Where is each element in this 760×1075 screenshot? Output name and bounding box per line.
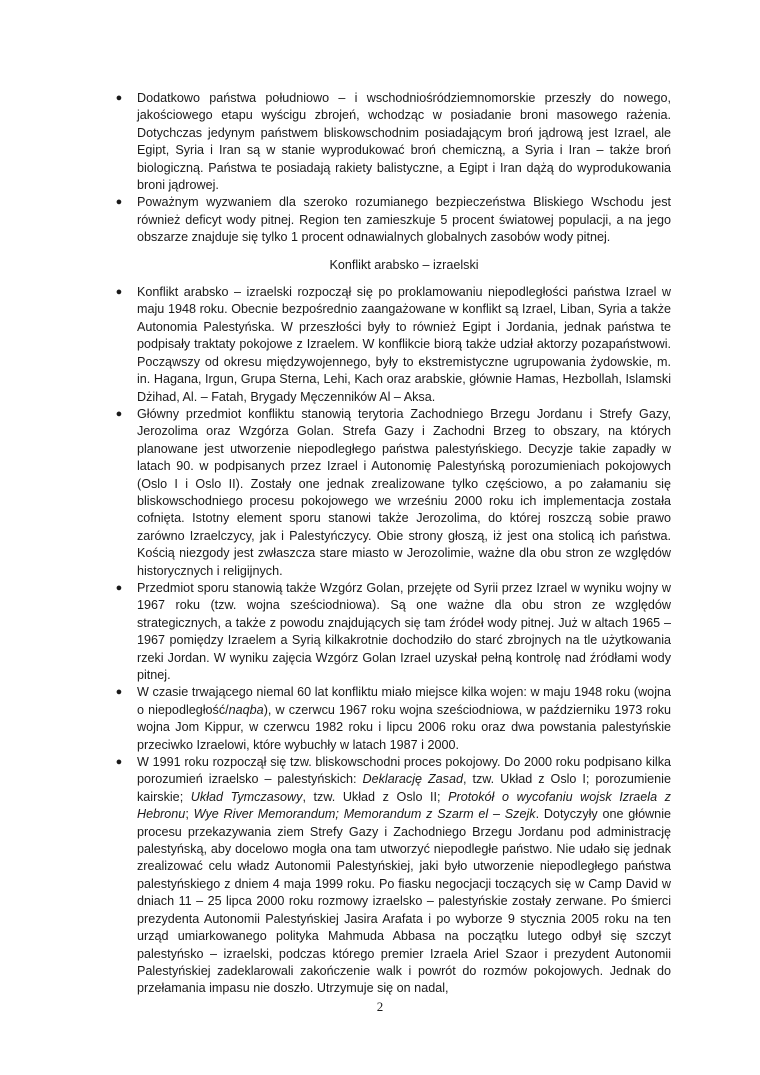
text-run: ), w czerwcu 1967 roku wojna sześciodniowa, w październiku 1973 roku wojna Jom Kippur, w czerwcu 1982 roku i lipcu 2006 roku oraz dwa powstania palestyńskie przeciwko Izraelowi, które wybuchły w latach 1987 i 2000.: [137, 702, 671, 752]
bullet-text: [137, 755, 671, 995]
bullet-icon: ●: [115, 286, 123, 299]
list-item: [115, 90, 671, 194]
list-item: [115, 580, 671, 684]
bullet-icon: ●: [115, 581, 123, 594]
bullet-text: Główny przedmiot konfliktu stanowią terytoria Zachodniego Brzegu Jordanu i Strefy Gazy, Jerozolima oraz Wzgórza Golan. Strefa Gazy i Zachodni Brzeg to obszary, na których planowane jest utworzenie niepodległego państwa palestyńskiego. Decyzje takie zapadły w latach 90. w podpisanych przez Izrael i Autonomię Palestyńską porozumieniach pokojowych (Oslo I i Oslo II). Zostały one jednak zrealizowane tylko częściowo, a po załamaniu się bliskowschodniego procesu pokojowego we wrześniu 2000 roku ich implementacja została cofnięta. Istotny element sporu stanowi także Jerozolima, do której roszczą sobie prawo zarówno Izraelczycy, jak i Palestyńczycy. Obie strony głoszą, iż jest ona stolicą ich państwa. Kością niezgody jest zwłaszcza stare miasto w Jerozolimie, ważne dla obu stron ze względów historycznych i religijnych.: [137, 406, 671, 578]
bullet-icon: ●: [115, 756, 123, 769]
text-run: , tzw. Układ z Oslo I; porozumienie kairskie;: [137, 772, 671, 804]
bullet-text: Dodatkowo państwa południowo – i wschodniośródziemnomorskie przeszły do nowego, jakościowego etapu wyścigu zbrojeń, wchodząc w posiadanie broni masowego rażenia. Dotychczas jedynym państwem bliskowschodnim posiadającym broń jądrową jest Izrael, ale Egipt, Syria i Iran są w stanie wyprodukować broń chemiczną, a Syria i Iran – także broń biologiczną. Państwa te posiadają rakiety balistyczne, a Egipt i Iran dążą do wyprodukowania broni jądrowej.: [137, 91, 671, 193]
bullet-text: Poważnym wyzwaniem dla szeroko rozumianego bezpieczeństwa Bliskiego Wschodu jest również deficyt wody pitnej. Region ten zamieszkuje 5 procent światowej populacji, a na jego obszarze znajduje się tylko 1 procent odnawialnych globalnych zasobów wody pitnej.: [137, 195, 671, 245]
bullet-text: Konflikt arabsko – izraelski rozpoczął się po proklamowaniu niepodległości państwa Izrael w maju 1948 roku. Obecnie bezpośrednio zaangażowane w konflikt są Izrael, Liban, Syria a także Autonomia Palestyńska. W przeszłości były to również Egipt i Jordania, jednak państwa te podpisały traktaty pokojowe z Izraelem. W konflikcie biorą także udział aktorzy pozapaństwowi. Począwszy od okresu międzywojennego, były to ekstremistyczne ugrupowania żydowskie, m. in. Hagana, Irgun, Grupa Sterna, Lehi, Kach oraz arabskie, głównie Hamas, Hezbollah, Islamski Dżihad, Al. – Fatah, Brygady Męczenników Al – Aksa.: [137, 285, 671, 404]
bullet-text: Przedmiot sporu stanowią także Wzgórz Golan, przejęte od Syrii przez Izrael w wyniku wojny w 1967 roku (tzw. wojna sześciodniowa). Są one ważne dla obu stron ze względów strategicznych, a także z powodu znajdujących się tam źródeł wody pitnej. Już w altach 1965 – 1967 pomiędzy Izraelem a Syrią kilkakrotnie dochodziło do starć zbrojnych na tle użytkowania rzeki Jordan. W wyniku zajęcia Wzgórz Golan Izrael uzyskał pełną kontrolę nad źródłami wody pitnej.: [137, 580, 671, 682]
bullet-icon: ●: [115, 407, 123, 420]
text-run: W czasie trwającego niemal 60 lat konfliktu miało miejsce kilka wojen: w maju 1948 roku (wojna o niepodległość/: [137, 685, 671, 717]
italic-agreement: Deklarację Zasad: [362, 772, 463, 787]
list-item: [115, 406, 671, 580]
bullet-text: [137, 685, 671, 751]
text-run: , tzw. Układ z Oslo II;: [302, 789, 449, 804]
italic-agreement: Wye River Memorandum; Memorandum z Szarm el – Szejk: [193, 807, 536, 822]
bullet-list-conflict: [115, 284, 671, 998]
text-run: ;: [185, 807, 194, 822]
bullet-list-security: [115, 90, 671, 247]
list-item: [115, 284, 671, 406]
page-number: 2: [376, 999, 384, 1014]
bullet-icon: ●: [115, 686, 123, 699]
list-item: [115, 754, 671, 998]
page-content: [115, 90, 671, 998]
text-run: W 1991 roku rozpoczął się tzw. bliskowschodni proces pokojowy. Do 2000 roku podpisano kilka porozumień izraelsko – palestyńskich:: [137, 755, 671, 787]
italic-term-naqba: naqba: [228, 702, 264, 717]
text-run: . Dotyczyły one głównie procesu przekazywania ziem Strefy Gazy i Zachodniego Brzegu Jordanu pod administrację palestyńską, aby docelowo mogła ona tam utworzyć niepodległe państwo. Nie udało się jednak zrealizować celu władz Autonomii Palestyńskiej, jaki było utworzenie niepodległego państwa palestyńskiego z dniem 4 maja 1999 roku. Po fiasku negocjacji toczących się w Camp David w dniach 11 – 25 lipca 2000 roku rozmowy izraelsko – palestyńskie zostały zerwane. Po śmierci prezydenta Autonomii Palestyńskiej Jasira Arafata i po wyborze 9 stycznia 2005 roku na ten urząd umiarkowanego polityka Mahmuda Abbasa na początku lutego odbył się szczyt palestyńsko – izraelski, podczas którego premier Izraela Ariel Szaor i prezydent Autonomii Palestyńskiej zadeklarowali zakończenie walk i powrót do rozmów pokojowych. Jednak do przełamania impasu nie doszło. Utrzymuje się on nadal,: [137, 807, 671, 996]
bullet-icon: ●: [115, 196, 123, 209]
list-item: [115, 684, 671, 754]
italic-agreement: Układ Tymczasowy: [190, 789, 303, 804]
list-item: [115, 194, 671, 246]
italic-agreement: Protokół o wycofaniu wojsk Izraela z Hebronu: [137, 789, 671, 822]
bullet-icon: ●: [115, 92, 123, 104]
section-heading: Konflikt arabsko – izraelski: [329, 257, 479, 272]
